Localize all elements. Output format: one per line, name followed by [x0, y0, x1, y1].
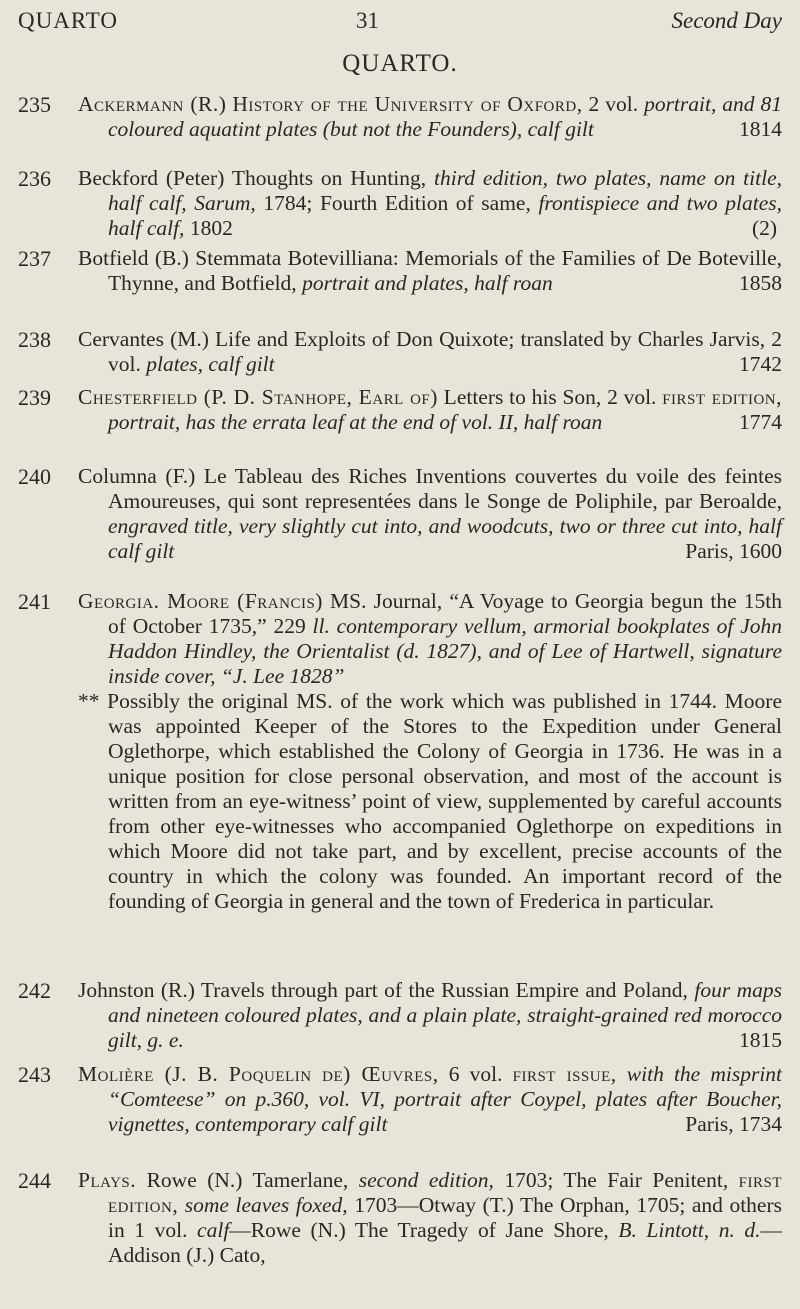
lot-note: ** Possibly the original MS. of the work which was published in 1744. Moore was appointed Keeper of the Stores to the Expedition under General Oglethorpe, which established the Colony of Georgia in 1736. He was in a unique position for close personal observation, and most of the account is written from an eye-witness’ point of view, supplemented by careful accounts from other eye-witnesses who accompanied Oglethorpe on expeditions in which Moore did not take part, and by excellent, precise accounts of the country in which the colony was founded. An important record of the founding of Georgia in general and the town of Frederica in particular. [78, 689, 782, 913]
lot-description [78, 1062, 782, 1137]
lot-number: 244 [18, 1168, 51, 1193]
lot-entry [18, 589, 782, 914]
lot-description [78, 978, 782, 1053]
lot-text: 1703—Otway (T.) The Orphan, 1705; and others in 1 vol. [108, 1193, 782, 1242]
running-head-section: QUARTO [18, 8, 119, 33]
lot-edition: first edition, [108, 1168, 783, 1217]
lot-number: 241 [18, 589, 51, 614]
section-title: QUARTO. [342, 50, 458, 77]
lot-details: engraved title, very slightly cut into, and woodcuts, two or three cut into, half calf gilt [108, 514, 782, 563]
lot-text: —Rowe (N.) The Tragedy of Jane Shore, [229, 1218, 609, 1242]
lot-details: frontispiece and two plates, half calf, [108, 191, 782, 240]
lot-entry [18, 327, 782, 377]
lot-date: 1814 [739, 117, 782, 141]
lot-description: Beckford (Peter) Thoughts on Hunting, third edition, two plates, name on title, half calf, Sarum, 1784; Fourth Edition of same, frontispiece and two plates, half calf, 1802 (2) [78, 166, 782, 240]
lot-number: 238 [18, 327, 51, 352]
lot-details: some leaves foxed, [184, 1193, 348, 1217]
lot-description [78, 327, 782, 377]
lot-date: Paris, 1734 [685, 1112, 782, 1136]
lot-number: 240 [18, 464, 51, 489]
lot-text: 2 vol. [582, 92, 639, 116]
lot-author: Plays. [78, 1168, 137, 1192]
lot-details: portrait, and 81 coloured aquatint plates (but not the Founders), calf gilt [108, 92, 782, 141]
page-number: 31 [356, 8, 379, 33]
lot-number: 236 [18, 166, 51, 191]
lot-number: 237 [18, 246, 51, 271]
lot-title: History of the University of Oxford, [232, 92, 583, 116]
lot-description [78, 246, 782, 296]
lot-text: 1703; The Fair Penitent, [493, 1168, 729, 1192]
running-head-day: Second Day [671, 8, 782, 33]
lot-details: second edition, [358, 1168, 494, 1192]
lot-description [78, 385, 782, 435]
lot-text: Johnston (R.) Travels through part of the Russian Empire and Poland, [78, 978, 688, 1002]
lot-date: 1815 [739, 1028, 782, 1052]
lot-date: 1858 [739, 271, 782, 295]
lot-description [78, 464, 782, 564]
lot-edition: first issue, [512, 1062, 617, 1086]
lot-number: 235 [18, 92, 51, 117]
lot-date: 1774 [739, 410, 782, 434]
lot-text: Cervantes (M.) Life and Exploits of Don Quixote; translated by Charles Jarvis, 2 vol. [78, 327, 782, 376]
lot-edition: first edition, [662, 385, 782, 409]
lot-description [78, 92, 782, 142]
lot-entry [18, 1168, 782, 1268]
lot-author: Ackermann (R.) [78, 92, 227, 116]
lot-entry [18, 166, 782, 241]
lot-details: four maps and nineteen coloured plates, and a plain plate, straight-grained red morocco gilt, g. e. [108, 978, 783, 1052]
lot-entry [18, 1062, 782, 1137]
lot-text: Letters to his Son, 2 vol. [437, 385, 657, 409]
lot-details: B. Lintott, n. d. [618, 1218, 761, 1242]
lot-entry [18, 385, 782, 435]
running-head [18, 8, 782, 38]
lot-entry [18, 92, 782, 142]
lot-text: Rowe (N.) Tamerlane, [136, 1168, 349, 1192]
lot-number: 239 [18, 385, 51, 410]
lot-details: third edition, two plates, name on title, half calf, Sarum, [108, 166, 782, 215]
lot-entry [18, 464, 782, 564]
lot-text: 1802 [184, 216, 233, 240]
lot-details: calf [197, 1218, 230, 1242]
lot-details: portrait and plates, half roan [302, 271, 553, 295]
lot-text: —Addison (J.) Cato, [108, 1218, 783, 1267]
lot-entry [18, 246, 782, 296]
lot-author: Chesterfield (P. D. Stanhope, Earl of) [78, 385, 438, 409]
lot-details: plates, calf gilt [146, 352, 275, 376]
lot-number: 242 [18, 978, 51, 1003]
lot-author: Georgia. Moore (Francis) [78, 589, 323, 613]
lot-details: ll. contemporary vellum, armorial bookplates of John Haddon Hindley, the Orientalist (d. 1827), and of Lee of Hartwell, signature inside cover, “J. Lee 1828” [108, 614, 782, 688]
lot-text: MS. Journal, “A Voyage to Georgia begun the 15th of October 1735,” 229 [108, 589, 782, 638]
lot-entry [18, 978, 782, 1053]
lot-details: portrait, has the errata leaf at the end of vol. II, half roan [108, 410, 603, 434]
lot-text: 1784; Fourth Edition of same, [255, 191, 531, 215]
lot-text: Columna (F.) Le Tableau des Riches Inventions couvertes du voile des feintes Amoureuses, qui sont representées dans le Songe de Poliphile, par Beroalde, [78, 464, 782, 513]
lot-text: Botfield (B.) Stemmata Botevilliana: Memorials of the Families of De Boteville, Thynne, and Botfield, [78, 246, 782, 295]
lot-date: 1742 [739, 352, 782, 376]
lot-description [78, 589, 782, 689]
lot-text: 6 vol. [438, 1062, 503, 1086]
lot-number: 243 [18, 1062, 51, 1087]
lot-date: Paris, 1600 [685, 539, 782, 563]
lot-text: Beckford (Peter) Thoughts on Hunting, [78, 166, 427, 190]
lot-details: with the misprint “Comteese” on p.360, vol. VI, portrait after Coypel, plates after Boucher, vignettes, contemporary calf gilt [108, 1062, 783, 1136]
lot-description [78, 1168, 782, 1268]
lot-author: Molière (J. B. Poquelin de) Œuvres, [78, 1062, 439, 1086]
